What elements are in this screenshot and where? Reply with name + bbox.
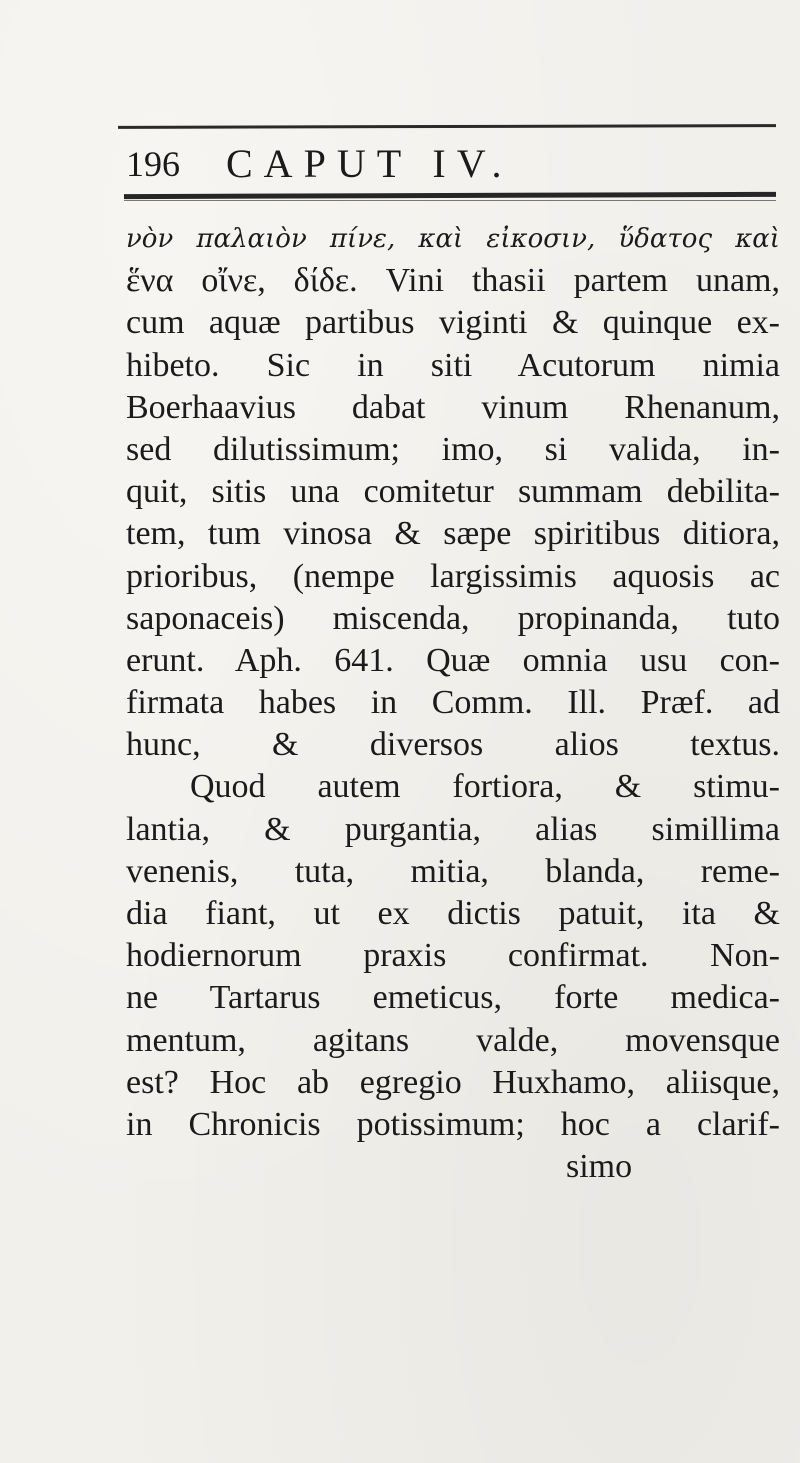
text-line: hibeto. Sic in siti Acutorum nimia [126,346,780,384]
text-line: νὸν παλαιὸν πίνε, καὶ εἰκοσιν, ὕδατος καὶ [126,224,780,254]
running-head: CAPUT IV. [226,141,513,186]
text-line: dia fiant, ut ex dictis patuit, ita & [126,895,780,932]
text-line: est? Hoc ab egregio Huxhamo, aliisque, [126,1063,780,1101]
text-line: in Chronicis potissimum; hoc a clarif- [126,1105,780,1143]
text-line: mentum, agitans valde, movensque [126,1021,780,1059]
top-border-rule [118,124,776,129]
header-rule [124,192,776,199]
header-rule-thin [124,200,776,201]
text-line: ne Tartarus emeticus, forte medica- [126,979,780,1017]
page-header [126,142,766,192]
text-line: saponaceis) miscenda, propinanda, tuto [126,599,780,637]
text-line: lantia, & purgantia, alias simillima [126,810,780,848]
text-line: erunt. Aph. 641. Quæ omnia usu con- [126,641,780,679]
text-line: tem, tum vinosa & sæpe spiritibus ditiora, [126,515,780,553]
text-line: sed dilutissimum; imo, si valida, in- [126,430,780,468]
text-line: Quod autem fortiora, & stimu- [190,768,780,806]
text-line: firmata habes in Comm. Ill. Præf. ad [126,684,780,722]
text-line: hunc, & diversos alios textus. [126,726,780,764]
page-number: 196 [126,144,180,184]
text-line: ἕνα οἴνε, δίδε. Vini thasii partem unam, [126,262,780,300]
text-line: venenis, tuta, mitia, blanda, reme- [126,852,780,890]
text-line: prioribus, (nempe largissimis aquosis ac [126,557,780,595]
text-line: hodiernorum praxis confirmat. Non- [126,937,780,975]
text-line: quit, sitis una comitetur summam debilita- [126,473,780,511]
body-text [126,218,780,1188]
text-line: simo [566,1148,633,1186]
text-line: Boerhaavius dabat vinum Rhenanum, [126,388,780,426]
text-line: cum aquæ partibus viginti & quinque ex- [126,304,780,342]
